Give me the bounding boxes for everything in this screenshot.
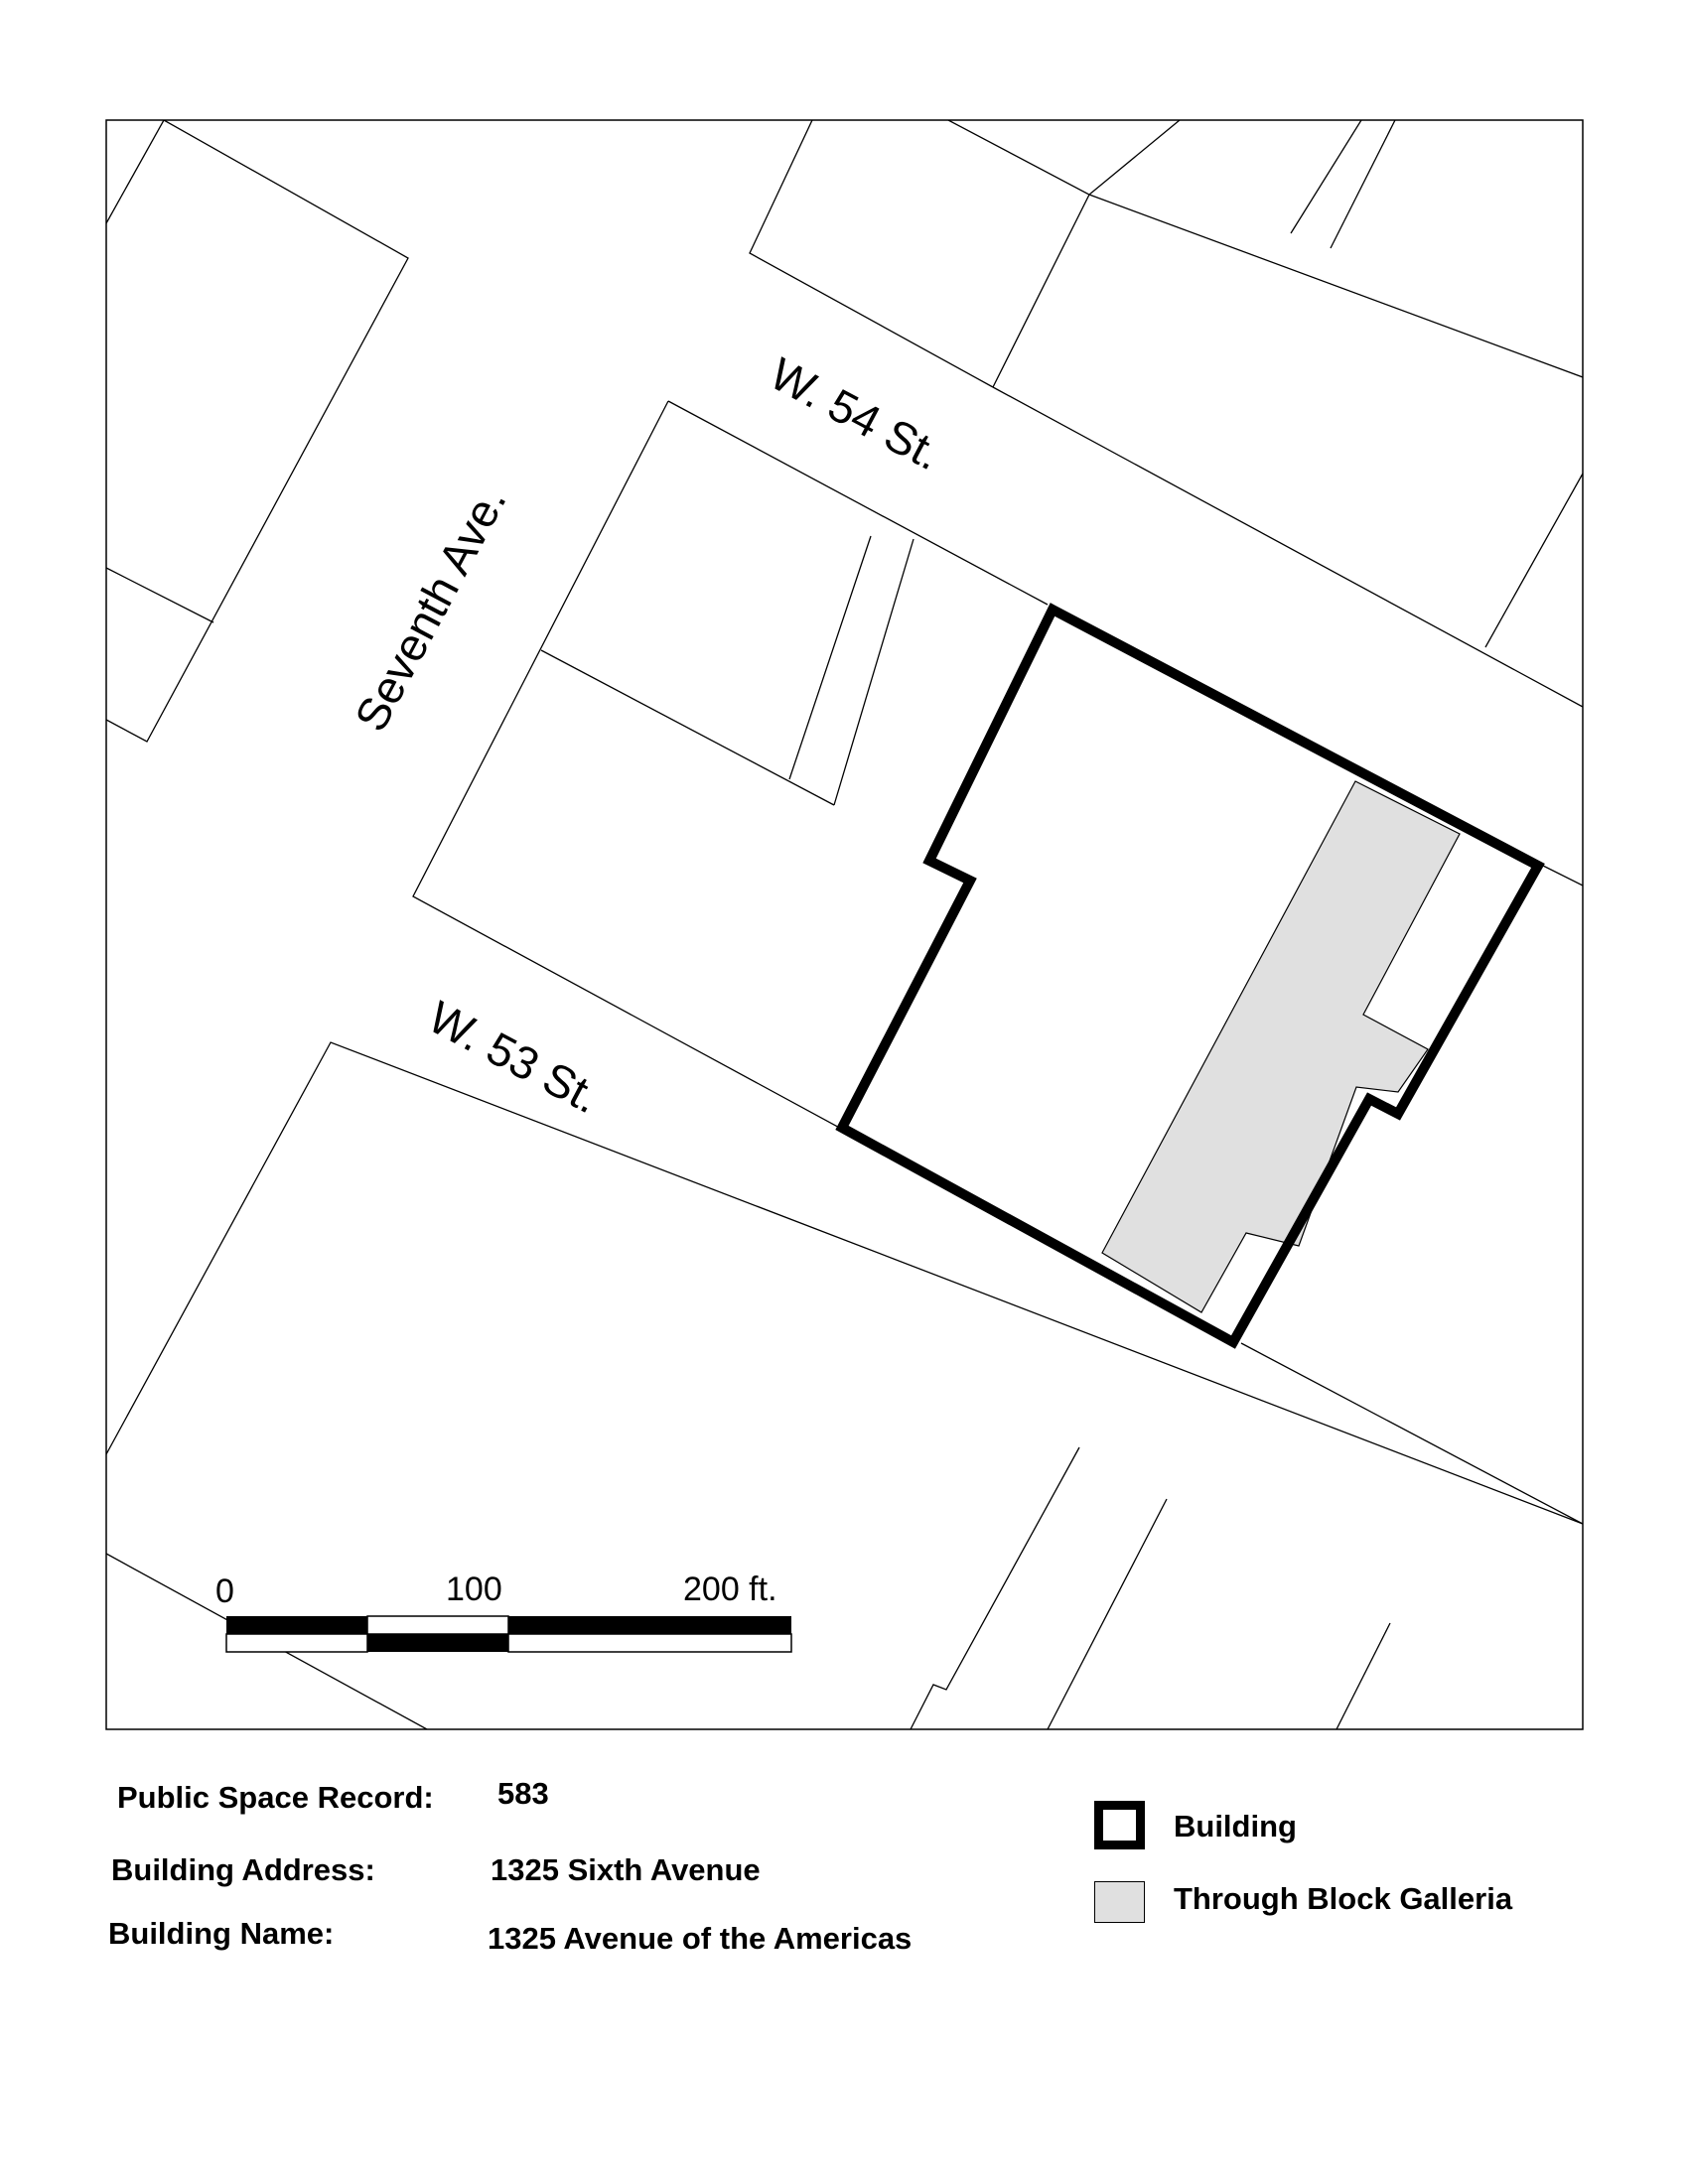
street-label-w54: W. 54 St.: [762, 346, 950, 480]
street-label-w53: W. 53 St.: [420, 990, 609, 1124]
scale-label-200: 200 ft.: [683, 1570, 777, 1608]
scale-segment-top-3: [508, 1616, 791, 1634]
legend-galleria-label: Through Block Galleria: [1174, 1881, 1513, 1916]
legend-building-label: Building: [1174, 1809, 1297, 1843]
building-name-label: Building Name:: [108, 1916, 335, 1951]
scale-segment-bottom-3: [508, 1634, 791, 1652]
scale-segment-top-1: [226, 1616, 367, 1634]
building-name-value: 1325 Avenue of the Americas: [488, 1921, 913, 1956]
scale-label-0: 0: [215, 1572, 234, 1610]
legend-galleria-swatch: [1094, 1881, 1145, 1923]
address-label: Building Address:: [111, 1852, 375, 1887]
record-label: Public Space Record:: [117, 1780, 434, 1815]
scale-bar: [215, 1570, 791, 1652]
galleria-area: [1102, 781, 1460, 1312]
street-label-seventh: Seventh Ave.: [344, 478, 516, 740]
record-value: 583: [497, 1776, 549, 1811]
legend-building-swatch: [1094, 1801, 1145, 1849]
scale-segment-bottom-1: [226, 1634, 367, 1652]
scale-segment-bottom-2: [367, 1634, 508, 1652]
scale-label-100: 100: [446, 1570, 502, 1608]
address-value: 1325 Sixth Avenue: [491, 1852, 761, 1887]
scale-segment-top-2: [367, 1616, 508, 1634]
